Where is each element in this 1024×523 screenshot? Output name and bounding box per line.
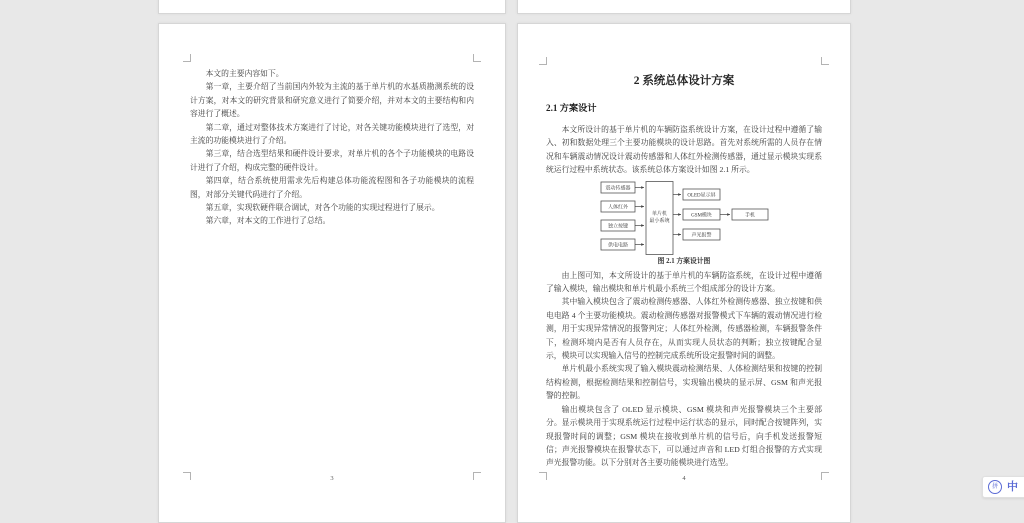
- body-paragraph[interactable]: 第三章，结合选型结果和硬件设计要求，对单片机的各个子功能模块的电路设计进行了介绍，构成完整的硬件设计。: [190, 149, 474, 172]
- scheme-diagram-canvas: [599, 181, 770, 255]
- body-paragraph[interactable]: 第二章，通过对整体技术方案进行了讨论，对各关键功能模块进行了选型，对主流的功能模块进行了介绍。: [190, 122, 474, 146]
- diagram-label: 震动传感器: [604, 185, 631, 191]
- figure-caption: 图 2.1 方案设计图: [657, 257, 711, 265]
- diagram-label: GSM模块: [690, 212, 712, 218]
- text-boundary-mark: [473, 54, 481, 62]
- document-page-3[interactable]: [158, 23, 506, 523]
- body-paragraph[interactable]: 第一章，主要介绍了当前国内外较为主流的基于单片机的水基质勘测系统的设计方案，对本文的研究背景和研究意义进行了简要介绍，并对本文的主要结构和内容进行了概述。: [190, 82, 474, 119]
- previous-page-bottom-left: [158, 0, 506, 14]
- body-paragraph[interactable]: 第六章，对本文的工作进行了总结。: [205, 216, 331, 226]
- page-number: 4: [682, 475, 686, 482]
- diagram-label: OLED显示屏: [686, 192, 716, 198]
- chapter-title[interactable]: 2 系统总体设计方案: [633, 75, 735, 87]
- previous-page-bottom-right: [517, 0, 851, 14]
- text-boundary-mark: [183, 54, 191, 62]
- diagram-label: 单片机: [651, 211, 667, 217]
- body-paragraph[interactable]: 本文的主要内容如下。: [205, 69, 284, 78]
- body-paragraph[interactable]: 输出模块包含了 OLED 显示模块、GSM 模块和声光报警模块三个主要部分。显示模块用于实现系统运行过程中运行状态的显示，同时配合按键阵列，实现报警时间的调整；GSM 模块在接收到单片机的信号后，向手机发送报警短信；声光报警模块在报警状态下，可以通过声音和 LED 灯组合报警的方式实现声光报警功能。以下分别对各主要功能模块进行选型。: [546, 404, 822, 468]
- ime-status-bar[interactable]: [982, 476, 1024, 498]
- body-paragraph[interactable]: 由上图可知，本文所设计的基于单片机的车辆防盗系统，在设计过程中遵循了输入模块，输出模块和单片机最小系统三个组成部分的设计方案。: [546, 270, 822, 294]
- diagram-label: 独立按键: [607, 223, 628, 229]
- body-paragraph[interactable]: 第四章，结合系统使用需求先后构建总体功能流程图和各子功能模块的流程图，对部分关键代码进行了介绍。: [190, 176, 474, 199]
- diagram-box-mcu-minimum-system[interactable]: [646, 181, 673, 254]
- diagram-label: 声光报警: [690, 232, 712, 238]
- body-paragraph[interactable]: 第五章，实现软硬件联合调试，对各个功能的实现过程进行了展示。: [205, 203, 440, 213]
- ime-language-indicator[interactable]: 中: [1007, 481, 1018, 493]
- diagram-label: 最小系统: [648, 218, 670, 224]
- diagram-label: 手机: [744, 212, 755, 218]
- ime-pinyin-icon[interactable]: 拼: [988, 480, 1002, 494]
- diagram-label: 人体红外: [607, 204, 628, 210]
- body-paragraph[interactable]: 其中输入模块包含了震动检测传感器、人体红外检测传感器、独立按键和供电电路 4 个主要功能模块。震动检测传感器对报警模式下车辆的震动情况进行检测，用于实现异常情况的报警判定；人体红外检测，传感器检测，车辆报警条件下，检测环境内是否有人员存在，从而实现人员状态的判断；独立按键配合显示，模块可以实现输入信号的控制完成系统所设定报警时间的调整。: [546, 297, 822, 361]
- page-number: 3: [330, 475, 334, 482]
- document-page-4[interactable]: [517, 23, 851, 523]
- body-paragraph[interactable]: 单片机最小系统实现了输入模块震动检测结果、人体检测结果和按键的控制结构检测，根据检测结果和控制信号，实现输出模块的显示屏、GSM 和声光报警的控制。: [546, 364, 822, 401]
- diagram-label: 供电电路: [607, 242, 628, 248]
- text-boundary-mark: [539, 57, 547, 65]
- section-heading[interactable]: 2.1 方案设计: [546, 103, 597, 113]
- scheme-diagram[interactable]: [599, 181, 770, 255]
- text-boundary-mark: [821, 57, 829, 65]
- body-paragraph[interactable]: 本文所设计的基于单片机的车辆防盗系统设计方案，在设计过程中遵循了输入、初和数据处理三个主要功能模块的设计思路。首先对系统所需的人员存在情况和车辆震动情况设计震动传感器和人体红外检测传感器，通过显示模块实现系统运行过程中系统状态。该系统总体方案设计如图 2.1 所示。: [546, 125, 822, 175]
